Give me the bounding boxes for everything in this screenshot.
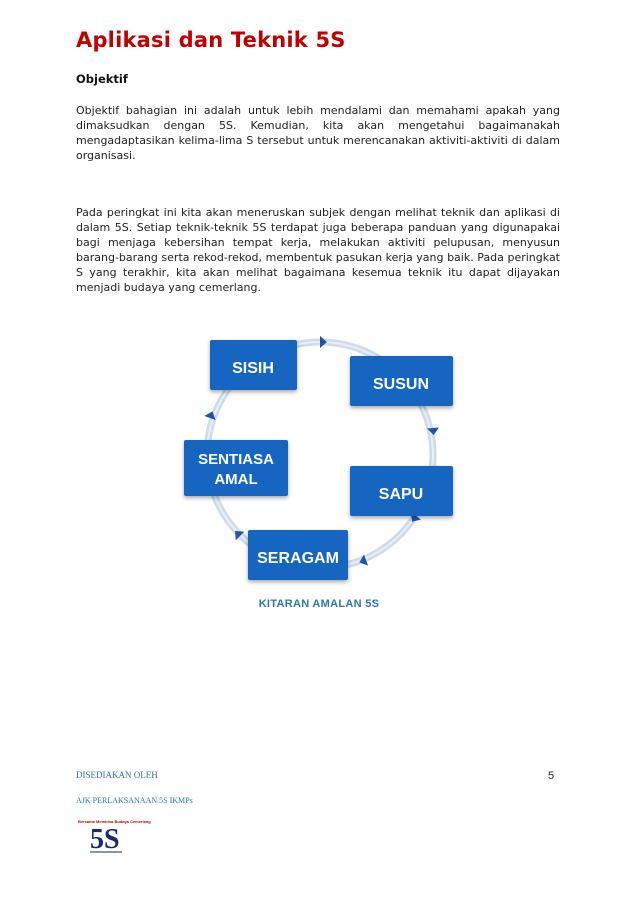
- techniques-paragraph: Pada peringkat ini kita akan meneruskan subjek dengan melihat teknik dan aplikasi di dalam 5S. Setiap teknik-teknik 5S terdapat juga beberapa panduan yang digunapakai bagi menjaga kebersihan tempat kerja, melakukan aktiviti pelupusan, menyusun barang-barang serta rekod-rekod, membentuk pasukan kerja yang baik. Pada peringkat S yang terakhir, kita akan melihat bagaimana kesemua teknik itu dapat dijayakan menjadi budaya yang cemerlang.: [76, 206, 560, 294]
- objective-paragraph: Objektif bahagian ini adalah untuk lebih mendalami dan memahami apakah yang dimaksudkan dengan 5S. Kemudian, kita akan mengetahui bagaimanakah mengadaptasikan kelima-lima S tersebut untuk merencanakan aktiviti-aktiviti di dalam organisasi.: [76, 104, 560, 162]
- step-label: SISIH: [232, 360, 274, 377]
- logo-mark: 5S: [90, 824, 120, 855]
- section-heading: Objektif: [76, 72, 128, 86]
- arrow-icon: [320, 336, 327, 348]
- step-sisih: [210, 340, 297, 390]
- page-number: 5: [548, 770, 555, 782]
- step-seragam: [248, 530, 348, 580]
- step-sentiasa-amal: [184, 440, 288, 496]
- step-label: SUSUN: [372, 376, 430, 393]
- footer-prepared-by: DISEDIAKAN OLEH: [76, 770, 158, 780]
- step-label: SERAGAM: [257, 550, 339, 567]
- 5s-logo: [76, 812, 151, 860]
- logo-small-text: Bersama Membina Budaya Cemerlang: [78, 819, 151, 824]
- step-susun: [350, 356, 453, 406]
- footer-committee: AJK PERLAKSANAAN 5S IKMPs: [76, 796, 193, 805]
- 5s-cycle-diagram: [180, 318, 460, 588]
- step-label: AMAL: [214, 471, 258, 488]
- step-label: SENTIASA: [198, 451, 274, 468]
- diagram-caption: KITARAN AMALAN 5S: [258, 598, 380, 610]
- step-sapu: [350, 466, 453, 516]
- page-title: Aplikasi dan Teknik 5S: [76, 28, 346, 52]
- step-label: SAPU: [378, 486, 424, 503]
